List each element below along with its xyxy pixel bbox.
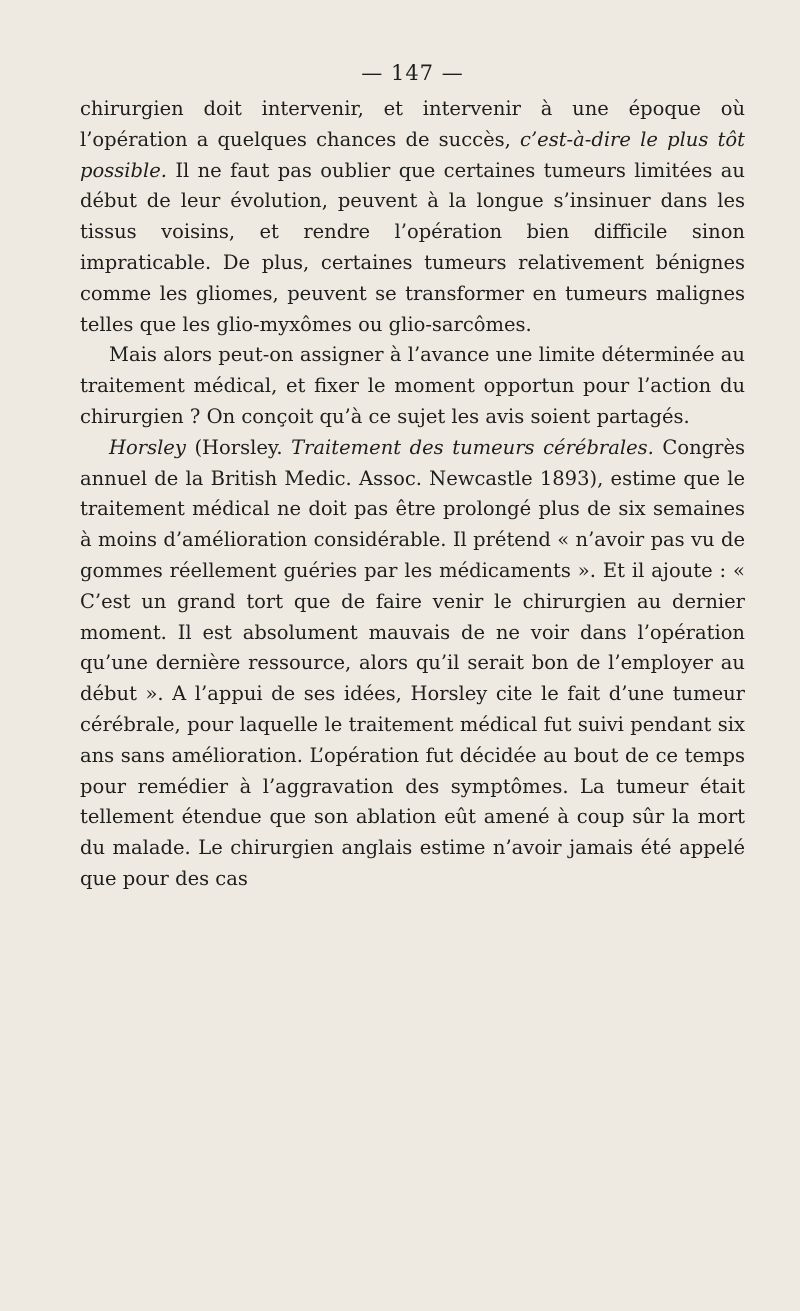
italic-segment: Traitement des tumeurs cérébrales.: [291, 435, 654, 459]
text-segment: (Horsley.: [185, 435, 292, 459]
paragraph-1: [80, 94, 745, 340]
text-segment: Congrès annuel de la British Medic. Assoc. Newcastle 1893), estime que le traitement médical ne doit pas être prolongé plus de six semaines à moins d’amélioration considérable. Il prétend « n’avoir pas vu de gommes réellement guéries par les médicaments ». Et il ajoute : « C’est un grand tort que de faire venir le chirurgien au dernier moment. Il est absolument mauvais de ne voir dans l’opération qu’une dernière ressource, alors qu’il serait bon de l’employer au début ». A l’appui de ses idées, Horsley cite le fait d’une tumeur cérébrale, pour laquelle le traitement médical fut suivi pendant six ans sans amélioration. L’opération fut décidée au bout de ce temps pour remédier à l’aggravation des symptômes. La tumeur était tellement étendue que son ablation eût amené à coup sûr la mort du malade. Le chirurgien anglais estime n’avoir jamais été appelé que pour des cas: [80, 435, 745, 890]
text-segment: Mais alors peut-on assigner à l’avance une limite déterminée au traitement médical, et fixer le moment opportun pour l’action du chirurgien ? On conçoit qu’à ce sujet les avis soient partagés.: [80, 343, 745, 428]
text-segment: chirurgien doit intervenir, et intervenir à une époque où l’opération a quelques chances de succès,: [80, 97, 745, 151]
italic-segment: c’est-à-dire le plus tôt possible.: [80, 127, 745, 182]
paragraph-2: [80, 340, 745, 432]
italic-segment: Horsley: [109, 435, 186, 459]
text-segment: Il ne faut pas oublier que certaines tumeurs limitées au début de leur évolution, peuvent à la longue s’insinuer dans les tissus voisins, et rendre l’opération bien difficile sinon impraticable. De plus, certaines tumeurs relativement bénignes comme les gliomes, peuvent se transformer en tumeurs malignes telles que les glio-myxômes ou glio-sarcômes.: [80, 158, 745, 336]
paragraph-3: [80, 433, 745, 895]
body-text: [80, 94, 745, 895]
page-number: — 147 —: [361, 61, 464, 85]
